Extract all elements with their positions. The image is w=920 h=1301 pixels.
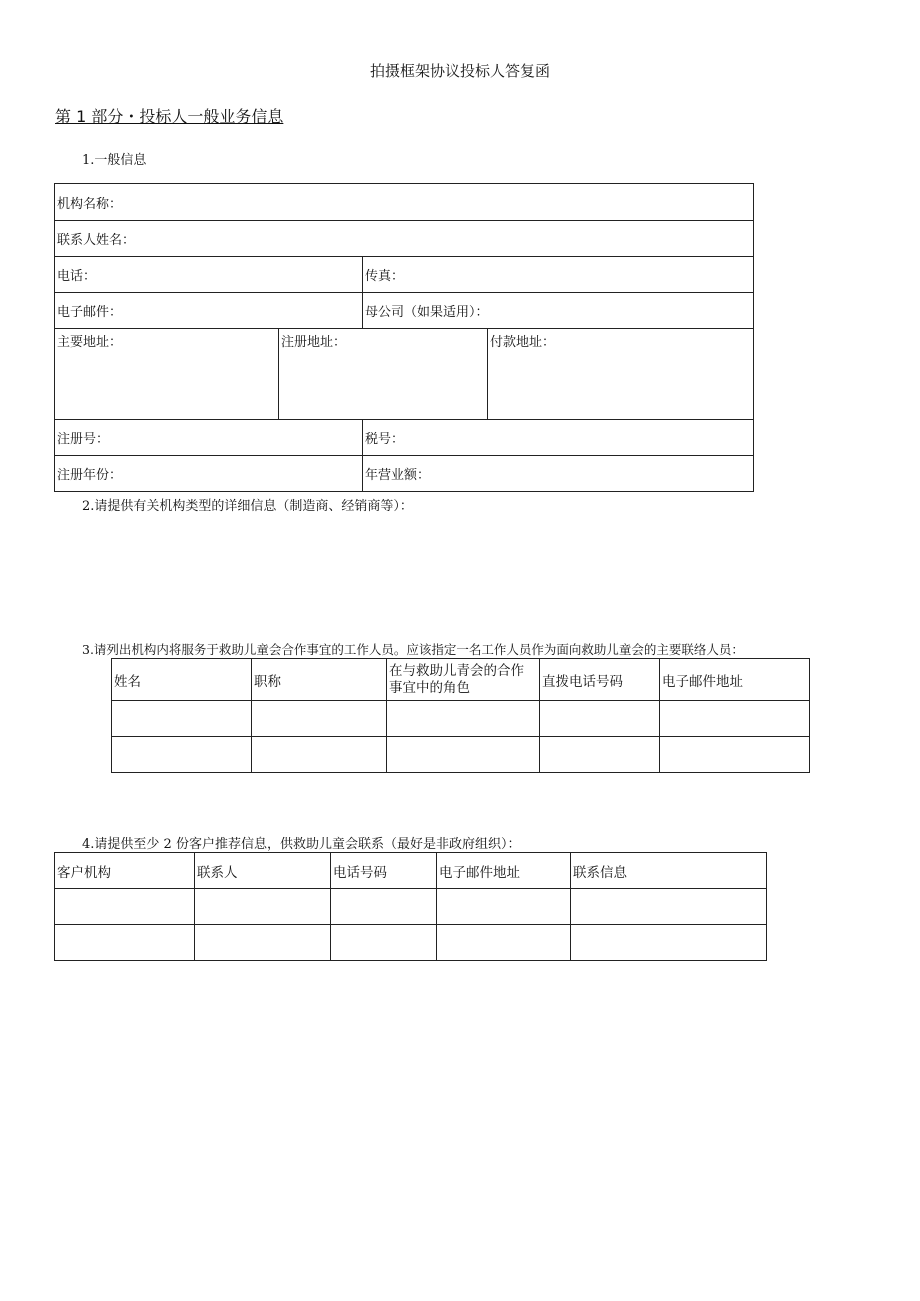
table-row xyxy=(112,737,810,773)
table-cell xyxy=(331,925,437,961)
ref-header-contact: 联系人 xyxy=(195,853,331,889)
annual-revenue-label: 年营业额： xyxy=(363,456,754,492)
staff-table xyxy=(111,658,810,773)
table-cell xyxy=(540,701,660,737)
staff-header-role: 在与救助儿青会的合作事宜中的角色 xyxy=(387,659,540,701)
ref-header-email: 电子邮件地址 xyxy=(437,853,571,889)
table-cell xyxy=(55,889,195,925)
staff-header-email: 电子邮件地址 xyxy=(660,659,810,701)
question-2: 2.请提供有关机构类型的详细信息（制造商、经销商等）： xyxy=(82,499,413,514)
table-cell xyxy=(387,737,540,773)
table-cell xyxy=(540,737,660,773)
part1-heading: 第 1 部分・投标人一般业务信息 xyxy=(55,107,284,126)
registration-number-label: 注册号： xyxy=(55,420,363,456)
ref-header-phone: 电话号码 xyxy=(331,853,437,889)
staff-header-name: 姓名 xyxy=(112,659,252,701)
references-table xyxy=(54,852,767,961)
table-cell xyxy=(252,737,387,773)
table-cell xyxy=(571,889,767,925)
contact-name-label: 联系人姓名： xyxy=(55,221,754,257)
email-label: 电子邮件： xyxy=(55,293,363,329)
table-row xyxy=(55,925,767,961)
staff-header-title: 职称 xyxy=(252,659,387,701)
parent-company-label: 母公司（如果适用）： xyxy=(363,293,754,329)
question-4: 4.请提供至少 2 份客户推荐信息，供救助儿童会联系（最好是非政府组织）： xyxy=(82,837,521,852)
registered-address-label: 注册地址： xyxy=(279,329,488,420)
payment-address-label: 付款地址： xyxy=(488,329,754,420)
table-cell xyxy=(660,701,810,737)
document-title: 拍摄框架协议投标人答复函 xyxy=(369,62,550,80)
table-cell xyxy=(437,925,571,961)
question-1: 1.一般信息 xyxy=(82,153,147,168)
general-info-table xyxy=(54,183,754,492)
fax-label: 传真： xyxy=(363,257,754,293)
ref-header-info: 联系信息 xyxy=(571,853,767,889)
table-cell xyxy=(195,925,331,961)
table-row xyxy=(112,701,810,737)
table-cell xyxy=(55,925,195,961)
table-cell xyxy=(331,889,437,925)
table-cell xyxy=(660,737,810,773)
ref-header-client: 客户机构 xyxy=(55,853,195,889)
table-cell xyxy=(252,701,387,737)
registration-year-label: 注册年份： xyxy=(55,456,363,492)
table-cell xyxy=(112,737,252,773)
table-cell xyxy=(387,701,540,737)
table-row xyxy=(55,889,767,925)
phone-label: 电话： xyxy=(55,257,363,293)
table-cell xyxy=(571,925,767,961)
table-cell xyxy=(195,889,331,925)
org-name-label: 机构名称： xyxy=(55,184,754,221)
table-cell xyxy=(437,889,571,925)
staff-header-phone: 直拨电话号码 xyxy=(540,659,660,701)
tax-number-label: 税号： xyxy=(363,420,754,456)
question-3: 3.请列出机构内将服务于救助儿童会合作事宜的工作人员。应该指定一名工作人员作为面向救助儿童会的主要联络人员： xyxy=(82,642,744,657)
table-cell xyxy=(112,701,252,737)
main-address-label: 主要地址： xyxy=(55,329,279,420)
